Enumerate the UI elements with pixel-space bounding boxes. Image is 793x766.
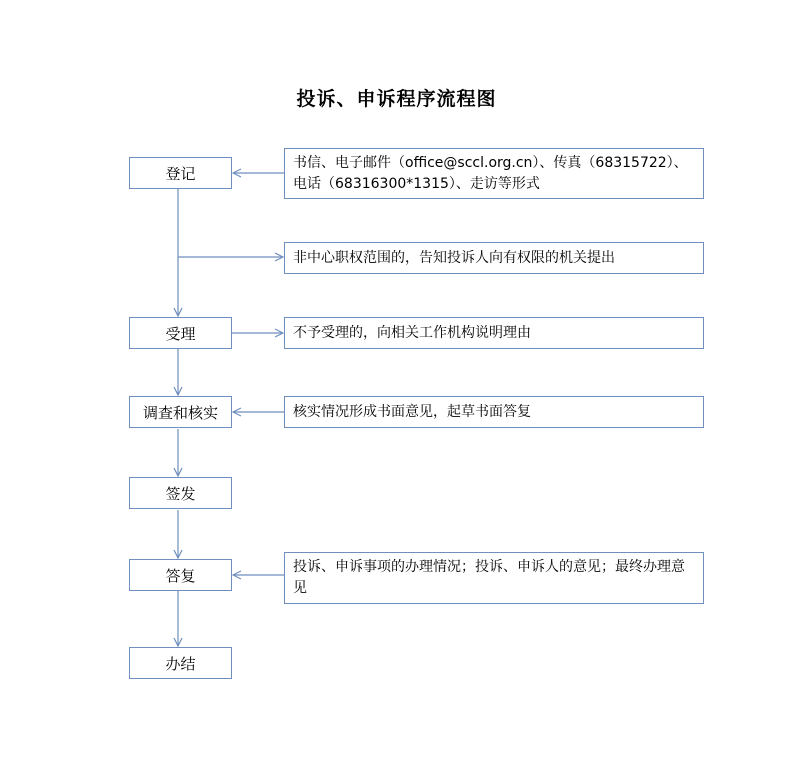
- step-label: 答复: [165, 566, 196, 585]
- step-label: 受理: [165, 324, 196, 343]
- step-reply: [129, 559, 232, 591]
- step-label: 登记: [165, 164, 196, 183]
- step-label: 调查和核实: [142, 403, 218, 422]
- step-label: 签发: [165, 484, 196, 503]
- step-label: 办结: [165, 654, 196, 673]
- step-register: [129, 157, 232, 189]
- note-channels: [284, 148, 704, 199]
- step-close: [129, 647, 232, 679]
- note-text: 核实情况形成书面意见，起草书面答复: [293, 403, 531, 420]
- note-text: 非中心职权范围的，告知投诉人向有权限的机关提出: [293, 249, 615, 266]
- diagram-title: 投诉、申诉程序流程图: [296, 88, 497, 110]
- note-text: 投诉、申诉事项的办理情况；投诉、申诉人的意见；最终办理意见: [293, 559, 685, 596]
- note-verification: [284, 396, 704, 428]
- note-reply-content: [284, 552, 704, 604]
- step-investigate: [129, 396, 232, 428]
- step-accept: [129, 317, 232, 349]
- note-out-of-scope: [284, 242, 704, 274]
- step-sign: [129, 477, 232, 509]
- note-not-accepted: [284, 317, 704, 349]
- note-text: 不予受理的，向相关工作机构说明理由: [293, 324, 531, 341]
- note-text: 书信、电子邮件（office@sccl.org.cn）、传真（68315722）、电话（68316300*1315）、走访等形式: [293, 154, 688, 192]
